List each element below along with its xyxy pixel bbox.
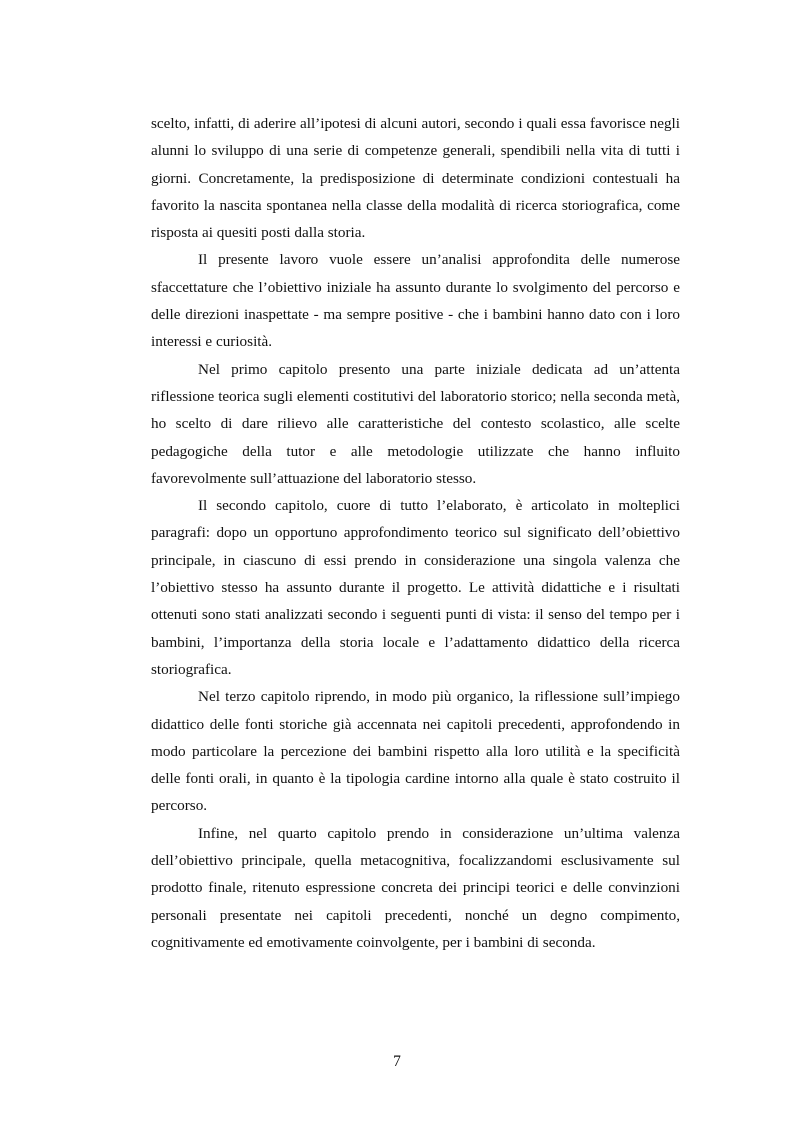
paragraph-5: Nel terzo capitolo riprendo, in modo più organico, la riflessione sull’impiego didattico delle fonti storiche già accennata nei capitoli precedenti, approfondendo in modo particolare la percezione dei bambini rispetto alla loro utilità e la specificità delle fonti orali, in quanto è la tipologia cardine intorno alla quale è stato costruito il percorso. [151,688,680,815]
page-number: 7 [393,1053,401,1070]
paragraph-2: Il presente lavoro vuole essere un’analisi approfondita delle numerose sfaccettature che l’obiettivo iniziale ha assunto durante lo svolgimento del percorso e delle direzioni inaspettate - ma sempre positive - che i bambini hanno dato con i loro interessi e curiosità. [151,251,680,351]
paragraph-3: Nel primo capitolo presento una parte iniziale dedicata ad un’attenta riflessione teorica sugli elementi costitutivi del laboratorio storico; nella seconda metà, ho scelto di dare rilievo alle caratteristiche del contesto scolastico, alle scelte pedagogiche della tutor e alle metodologie utilizzate che hanno influito favorevolmente sull’attuazione del laboratorio stesso. [151,360,680,487]
paragraph-4: Il secondo capitolo, cuore di tutto l’elaborato, è articolato in molteplici paragrafi: dopo un opportuno approfondimento teorico sul significato dell’obiettivo principale, in ciascuno di essi prendo in considerazione una singola valenza che l’obiettivo stesso ha assunto durante il progetto. Le attività didattiche e i risultati ottenuti sono stati analizzati secondo i seguenti punti di vista: il senso del tempo per i bambini, l’importanza della storia locale e l’adattamento didattico della ricerca storiografica. [151,497,680,678]
paragraph-6: Infine, nel quarto capitolo prendo in considerazione un’ultima valenza dell’obiettivo principale, quella metacognitiva, focalizzandomi esclusivamente sul prodotto finale, ritenuto espressione concreta dei principi teorici e delle convinzioni personali presentate nei capitoli precedenti, nonché un degno compimento, cognitivamente ed emotivamente coinvolgente, per i bambini di seconda. [151,824,680,951]
paragraph-1: scelto, infatti, di aderire all’ipotesi di alcuni autori, secondo i quali essa favorisce negli alunni lo sviluppo di una serie di competenze generali, spendibili nella vita di tutti i giorni. Concretamente, la predisposizione di determinate condizioni contestuali ha favorito la nascita spontanea nella classe della modalità di ricerca storiografica, come risposta ai quesiti posti dalla storia. [151,115,680,242]
document-body [151,110,680,956]
